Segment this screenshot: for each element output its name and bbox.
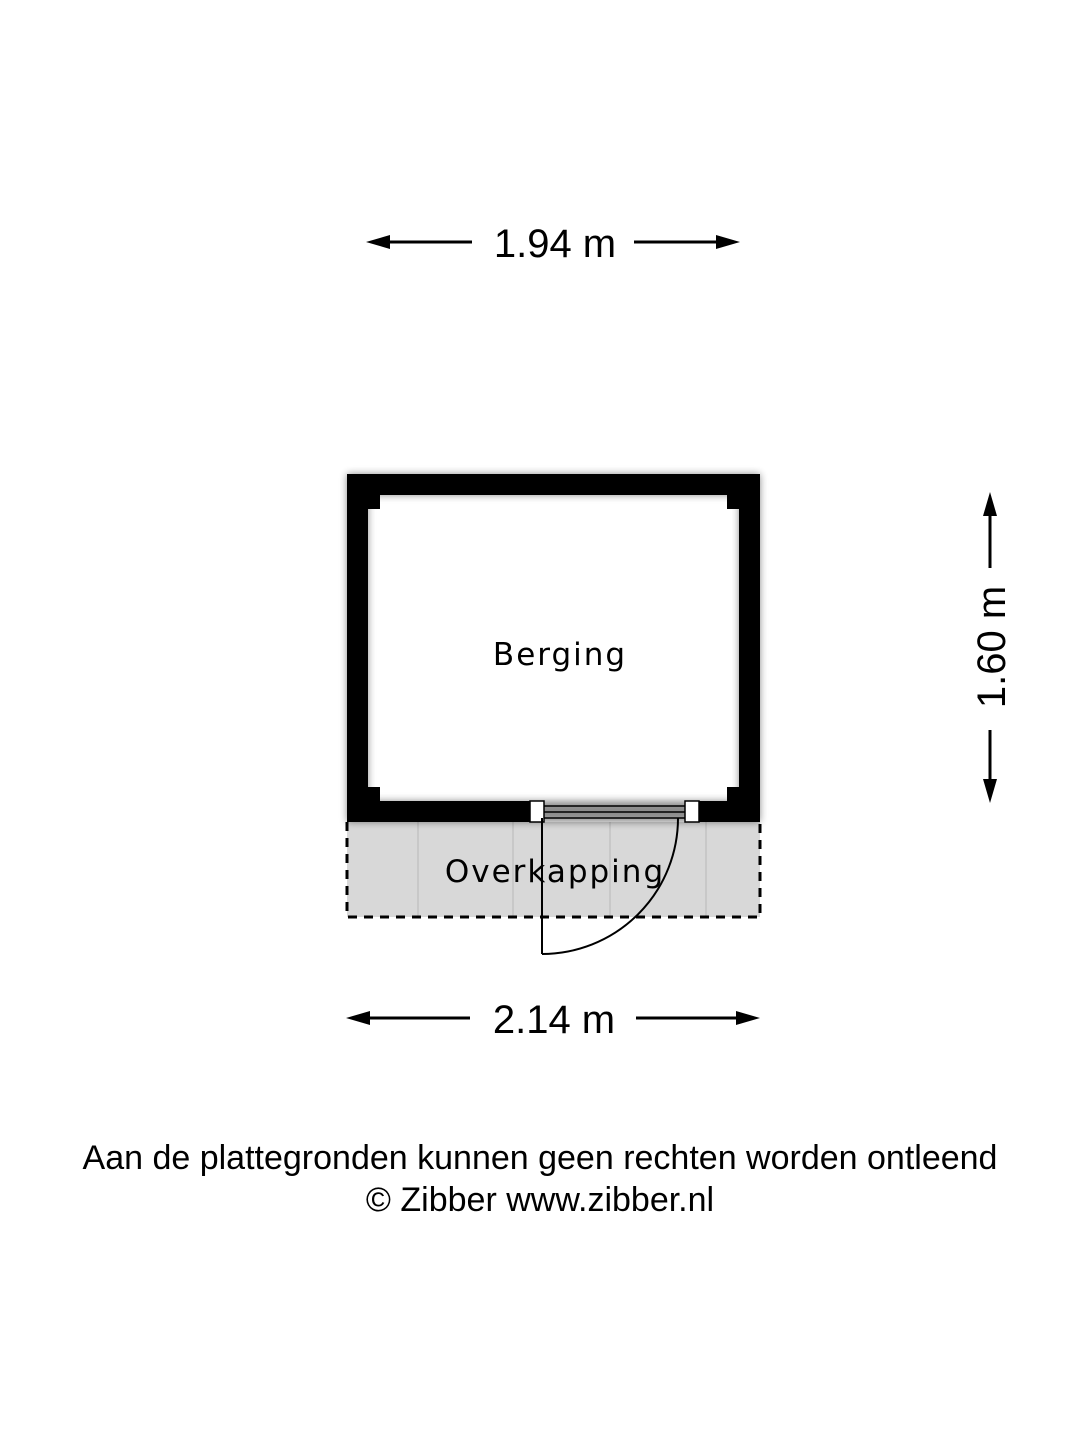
right-dimension — [970, 492, 1014, 803]
bottom-dimension — [346, 998, 760, 1042]
storage-walls — [347, 474, 760, 822]
bottom-dimension-arrow-left — [346, 1011, 370, 1025]
corner-column — [727, 495, 739, 509]
top-dimension-arrow-left — [366, 235, 390, 249]
canopy-area — [347, 822, 760, 917]
bottom-dimension-label: 2.14 m — [492, 998, 616, 1042]
bottom-dimension-arrow-right — [736, 1011, 760, 1025]
right-dimension-label: 1.60 m — [970, 585, 1014, 709]
disclaimer-text: Aan de plattegronden kunnen geen rechten worden ontleend — [82, 1139, 998, 1177]
top-dimension-arrow-right — [716, 235, 740, 249]
door-frame-right — [685, 801, 699, 822]
corner-column — [368, 495, 380, 509]
corner-column — [727, 787, 739, 801]
top-dimension — [366, 222, 740, 266]
right-dimension-arrow-top — [983, 492, 997, 516]
top-dimension-label: 1.94 m — [493, 222, 617, 266]
corner-column — [368, 787, 380, 801]
storage-label: Berging — [492, 637, 628, 673]
right-dimension-arrow-bottom — [983, 779, 997, 803]
copyright-text: © Zibber www.zibber.nl — [365, 1181, 715, 1219]
canopy-label: Overkapping — [444, 854, 666, 890]
